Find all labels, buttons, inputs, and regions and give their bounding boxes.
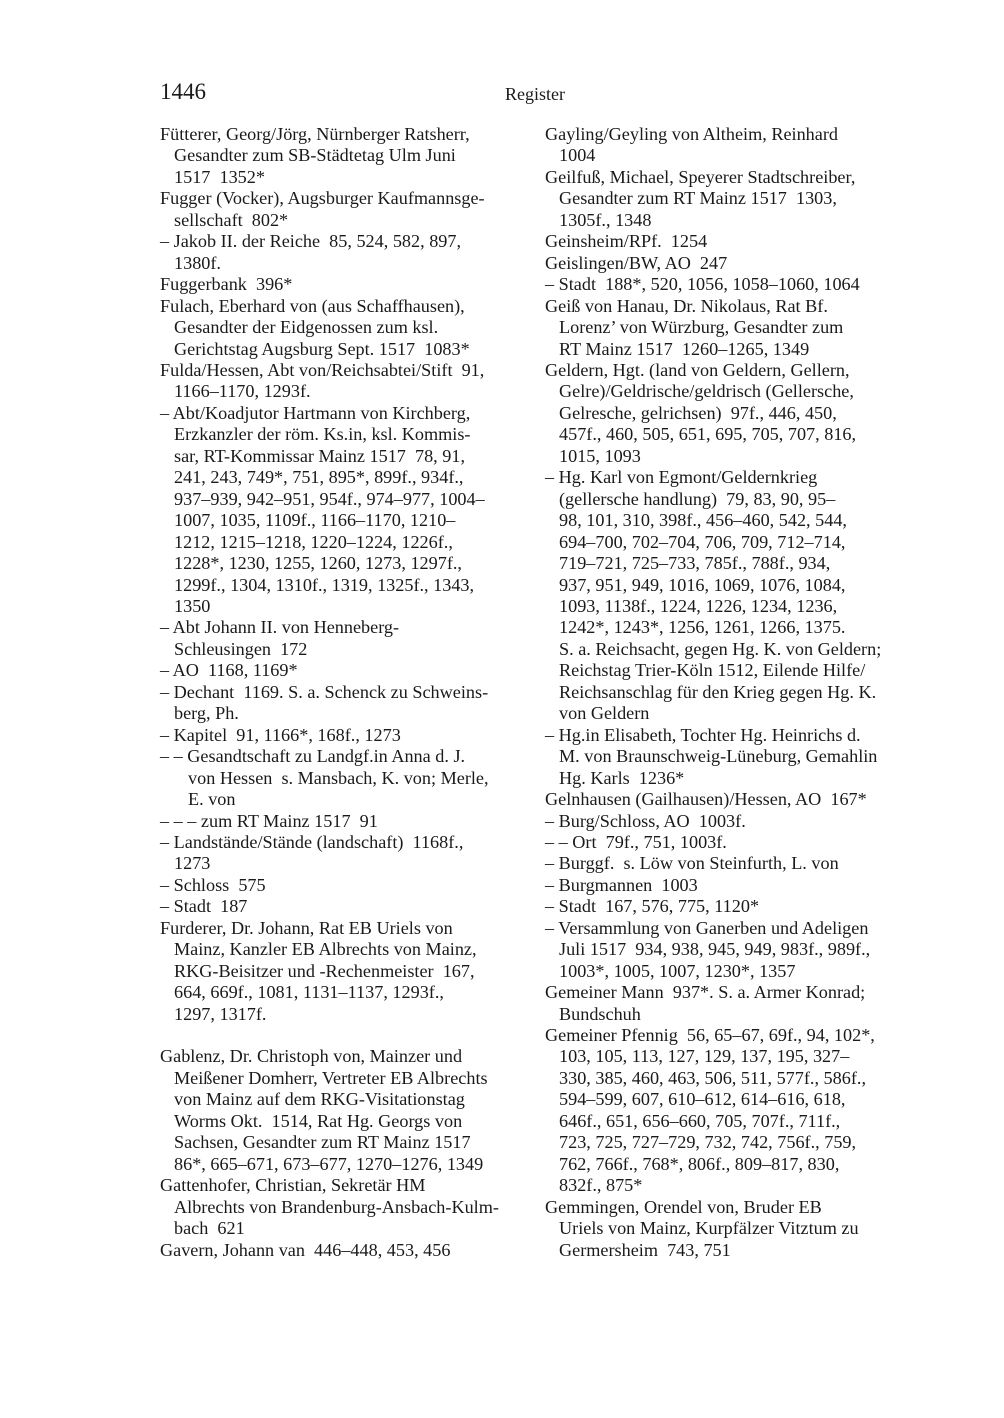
index-entry-heading: Gablenz, Dr. Christoph von, Mainzer und bbox=[160, 1046, 463, 1067]
index-entry-continuation: Germersheim 743, 751 bbox=[559, 1239, 731, 1260]
index-entry bbox=[545, 124, 925, 167]
index-entry-continuation: Sachsen, Gesandter zum RT Mainz 1517 bbox=[174, 1132, 471, 1153]
index-entry-heading: Gavern, Johann van 446–448, 453, 456 bbox=[160, 1239, 451, 1260]
index-entry-continuation: Gesandter zum SB-Städtetag Ulm Juni bbox=[174, 145, 456, 166]
index-entry-heading: Geldern, Hgt. (land von Geldern, Gellern, bbox=[545, 359, 850, 380]
index-entry-continuation: 1517 1352* bbox=[174, 166, 265, 187]
index-entry-continuation: 1273 bbox=[174, 853, 211, 874]
index-entry-continuation: 457f., 460, 505, 651, 695, 705, 707, 816, bbox=[559, 424, 857, 445]
index-entry bbox=[160, 296, 532, 360]
index-entry-continuation: Gesandter zum RT Mainz 1517 1303, bbox=[559, 188, 837, 209]
index-entry-continuation: 694–700, 702–704, 706, 709, 712–714, bbox=[559, 531, 846, 552]
index-entry-continuation: von Mainz auf dem RKG-Visitationstag bbox=[174, 1089, 465, 1110]
index-entry-continuation: Hg. Karls 1236* bbox=[559, 767, 685, 788]
index-entry-continuation: 832f., 875* bbox=[559, 1175, 643, 1196]
index-entry bbox=[545, 360, 925, 467]
index-entry-heading: Fulach, Eberhard von (aus Schaffhausen), bbox=[160, 295, 465, 316]
index-entry bbox=[545, 875, 925, 896]
index-entry-continuation: 1350 bbox=[174, 595, 211, 616]
index-entry-continuation: 1093, 1138f., 1224, 1226, 1234, 1236, bbox=[559, 595, 838, 616]
index-entry-heading: – – – zum RT Mainz 1517 91 bbox=[160, 810, 378, 831]
index-entry bbox=[160, 231, 532, 274]
index-entry-continuation: 1299f., 1304, 1310f., 1319, 1325f., 1343, bbox=[174, 574, 475, 595]
index-entry bbox=[160, 918, 532, 1025]
index-entry-continuation: 664, 669f., 1081, 1131–1137, 1293f., bbox=[174, 982, 444, 1003]
index-entry-continuation: Lorenz’ von Würzburg, Gesandter zum bbox=[559, 317, 844, 338]
index-entry bbox=[160, 875, 532, 896]
index-column-right bbox=[545, 124, 925, 1261]
index-entry-continuation: Gelre)/Geldrische/geldrisch (Gellersche, bbox=[559, 381, 854, 402]
index-entry-heading: – Stadt 188*, 520, 1056, 1058–1060, 1064 bbox=[545, 274, 860, 295]
index-entry-continuation: 1007, 1035, 1109f., 1166–1170, 1210– bbox=[174, 510, 456, 531]
index-entry bbox=[160, 1046, 532, 1175]
running-head: Register bbox=[505, 84, 565, 104]
index-entry bbox=[160, 403, 532, 618]
index-entry bbox=[160, 124, 532, 188]
index-entry-continuation: 98, 101, 310, 398f., 456–460, 542, 544, bbox=[559, 510, 847, 531]
index-column-left bbox=[160, 124, 532, 1261]
index-entry-continuation: 1004 bbox=[559, 145, 596, 166]
index-entry-continuation: Meißener Domherr, Vertreter EB Albrechts bbox=[174, 1067, 488, 1088]
index-entry-continuation: 646f., 651, 656–660, 705, 707f., 711f., bbox=[559, 1110, 841, 1131]
index-entry-continuation: 937–939, 942–951, 954f., 974–977, 1004– bbox=[174, 488, 485, 509]
index-entry bbox=[160, 682, 532, 725]
index-entry-continuation: 86*, 665–671, 673–677, 1270–1276, 1349 bbox=[174, 1153, 484, 1174]
index-entry bbox=[545, 167, 925, 231]
index-entry bbox=[160, 896, 532, 917]
index-entry bbox=[160, 832, 532, 875]
index-entry-continuation: 1228*, 1230, 1255, 1260, 1273, 1297f., bbox=[174, 553, 462, 574]
index-entry-continuation: sellschaft 802* bbox=[174, 209, 289, 230]
index-entry-heading: Geislingen/BW, AO 247 bbox=[545, 252, 728, 273]
index-entry-continuation: 937, 951, 949, 1016, 1069, 1076, 1084, bbox=[559, 574, 846, 595]
index-entry-heading: Gayling/Geyling von Altheim, Reinhard bbox=[545, 124, 838, 144]
index-entry-continuation: Juli 1517 934, 938, 945, 949, 983f., 989f., bbox=[559, 939, 871, 960]
index-entry-heading: Gemeiner Mann 937*. S. a. Armer Konrad; bbox=[545, 982, 866, 1003]
index-entry-continuation: 1297, 1317f. bbox=[174, 1003, 267, 1024]
index-entry bbox=[545, 982, 925, 1025]
index-entry-heading: Gemmingen, Orendel von, Bruder EB bbox=[545, 1196, 822, 1217]
index-entry bbox=[160, 188, 532, 231]
index-entry-continuation: 723, 725, 727–729, 732, 742, 756f., 759, bbox=[559, 1132, 857, 1153]
index-entry-continuation: Uriels von Mainz, Kurpfälzer Vitztum zu bbox=[559, 1218, 859, 1239]
index-entry bbox=[545, 725, 925, 789]
index-entry-continuation: von Geldern bbox=[559, 703, 650, 724]
index-entry-heading: – Landstände/Stände (landschaft) 1168f., bbox=[160, 831, 464, 852]
index-entry-heading: Fuggerbank 396* bbox=[160, 274, 293, 295]
index-entry bbox=[545, 832, 925, 853]
index-entry-heading: Gattenhofer, Christian, Sekretär HM bbox=[160, 1175, 426, 1196]
index-entry bbox=[545, 467, 925, 724]
index-entry-heading: Furderer, Dr. Johann, Rat EB Uriels von bbox=[160, 917, 453, 938]
index-entry-heading: – Versammlung von Ganerben und Adeligen bbox=[545, 917, 869, 938]
index-entry-continuation: 103, 105, 113, 127, 129, 137, 195, 327– bbox=[559, 1046, 850, 1067]
index-entry-continuation: RKG-Beisitzer und -Rechenmeister 167, bbox=[174, 960, 475, 981]
index-entry-continuation: 594–599, 607, 610–612, 614–616, 618, bbox=[559, 1089, 846, 1110]
index-entry bbox=[160, 725, 532, 746]
index-entry-heading: Gemeiner Pfennig 56, 65–67, 69f., 94, 102*, bbox=[545, 1025, 875, 1046]
index-entry-heading: – Dechant 1169. S. a. Schenck zu Schweins- bbox=[160, 681, 489, 702]
index-entry-continuation: 719–721, 725–733, 785f., 788f., 934, bbox=[559, 553, 831, 574]
page-number: 1446 bbox=[160, 79, 206, 104]
index-entry-heading: Geiß von Hanau, Dr. Nikolaus, Rat Bf. bbox=[545, 295, 828, 316]
index-entry-continuation: 1003*, 1005, 1007, 1230*, 1357 bbox=[559, 960, 796, 981]
index-entry-heading: – Burg/Schloss, AO 1003f. bbox=[545, 810, 746, 831]
index-entry-heading: Gelnhausen (Gailhausen)/Hessen, AO 167* bbox=[545, 789, 867, 810]
index-entry-continuation: 1212, 1215–1218, 1220–1224, 1226f., bbox=[174, 531, 453, 552]
index-entry-continuation: Reichsanschlag für den Krieg gegen Hg. K. bbox=[559, 681, 877, 702]
index-entry-heading: – Hg.in Elisabeth, Tochter Hg. Heinrichs d. bbox=[545, 724, 861, 745]
index-entry-continuation: Erzkanzler der röm. Ks.in, ksl. Kommis- bbox=[174, 424, 471, 445]
index-entry bbox=[545, 853, 925, 874]
index-entry-heading: – Abt/Koadjutor Hartmann von Kirchberg, bbox=[160, 402, 471, 423]
index-entry-continuation: RT Mainz 1517 1260–1265, 1349 bbox=[559, 338, 810, 359]
index-entry bbox=[160, 811, 532, 832]
index-entry bbox=[160, 360, 532, 403]
index-entry-continuation: Schleusingen 172 bbox=[174, 638, 308, 659]
index-entry-heading: Geinsheim/RPf. 1254 bbox=[545, 231, 708, 252]
index-entry-heading: – Stadt 167, 576, 775, 1120* bbox=[545, 896, 760, 917]
index-entry-continuation: S. a. Reichsacht, gegen Hg. K. von Geldern; bbox=[559, 638, 882, 659]
index-entry-continuation: Albrechts von Brandenburg-Ansbach-Kulm- bbox=[174, 1196, 499, 1217]
index-entry bbox=[545, 1197, 925, 1261]
index-entry-heading: – – Ort 79f., 751, 1003f. bbox=[545, 831, 727, 852]
index-entry-heading: Fulda/Hessen, Abt von/Reichsabtei/Stift 91, bbox=[160, 359, 485, 380]
index-entry-continuation: Gelresche, gelrichsen) 97f., 446, 450, bbox=[559, 402, 837, 423]
index-entry bbox=[160, 660, 532, 681]
index-entry-continuation: Reichstag Trier-Köln 1512, Eilende Hilfe/ bbox=[559, 660, 866, 681]
index-entry-continuation: Gesandter der Eidgenossen zum ksl. bbox=[174, 317, 439, 338]
index-entry-heading: – Stadt 187 bbox=[160, 896, 248, 917]
index-entry-continuation: berg, Ph. bbox=[174, 703, 239, 724]
index-entry-continuation: M. von Braunschweig-Lüneburg, Gemahlin bbox=[559, 746, 878, 767]
index-entry bbox=[160, 1175, 532, 1239]
index-entry bbox=[545, 789, 925, 810]
index-entry-continuation: 762, 766f., 768*, 806f., 809–817, 830, bbox=[559, 1153, 840, 1174]
index-entry-continuation: Gerichtstag Augsburg Sept. 1517 1083* bbox=[174, 338, 470, 359]
index-entry bbox=[160, 617, 532, 660]
index-entry-continuation: E. von bbox=[188, 789, 236, 810]
index-entry bbox=[160, 274, 532, 295]
index-entry-continuation: 1305f., 1348 bbox=[559, 209, 652, 230]
index-entry bbox=[545, 253, 925, 274]
index-entry-continuation: sar, RT-Kommissar Mainz 1517 78, 91, bbox=[174, 445, 466, 466]
index-entry-continuation: 1015, 1093 bbox=[559, 445, 641, 466]
index-entry-continuation: 330, 385, 460, 463, 506, 511, 577f., 586f., bbox=[559, 1067, 866, 1088]
index-entry-heading: – Abt Johann II. von Henneberg- bbox=[160, 617, 400, 638]
index-entry-continuation: 1242*, 1243*, 1256, 1261, 1266, 1375. bbox=[559, 617, 846, 638]
index-entry-heading: – AO 1168, 1169* bbox=[160, 660, 298, 681]
index-entry bbox=[160, 1240, 532, 1261]
letter-section-gap bbox=[160, 1025, 532, 1046]
index-entry-heading: – – Gesandtschaft zu Landgf.in Anna d. J. bbox=[160, 746, 466, 767]
index-entry-continuation: von Hessen s. Mansbach, K. von; Merle, bbox=[188, 767, 489, 788]
index-entry-continuation: Worms Okt. 1514, Rat Hg. Georgs von bbox=[174, 1110, 463, 1131]
index-entry bbox=[160, 746, 532, 810]
index-entry-heading: – Jakob II. der Reiche 85, 524, 582, 897, bbox=[160, 231, 462, 252]
index-entry-continuation: Bundschuh bbox=[559, 1003, 641, 1024]
index-entry-continuation: 1166–1170, 1293f. bbox=[174, 381, 311, 402]
index-entry-heading: Fütterer, Georg/Jörg, Nürnberger Ratsherr, bbox=[160, 124, 470, 144]
index-entry bbox=[545, 918, 925, 982]
index-entry bbox=[545, 811, 925, 832]
index-entry-heading: – Burggf. s. Löw von Steinfurth, L. von bbox=[545, 853, 839, 874]
index-entry-continuation: 1380f. bbox=[174, 252, 221, 273]
index-entry bbox=[545, 231, 925, 252]
index-entry-heading: – Burgmannen 1003 bbox=[545, 874, 698, 895]
index-entry-heading: – Schloss 575 bbox=[160, 874, 266, 895]
index-entry-heading: – Kapitel 91, 1166*, 168f., 1273 bbox=[160, 724, 401, 745]
index-entry-heading: – Hg. Karl von Egmont/Geldernkrieg bbox=[545, 467, 818, 488]
index-entry-continuation: 241, 243, 749*, 751, 895*, 899f., 934f., bbox=[174, 467, 464, 488]
index-entry-continuation: Mainz, Kanzler EB Albrechts von Mainz, bbox=[174, 939, 477, 960]
index-entry bbox=[545, 896, 925, 917]
index-entry bbox=[545, 296, 925, 360]
index-entry-heading: Fugger (Vocker), Augsburger Kaufmannsge- bbox=[160, 188, 485, 209]
index-entry-heading: Geilfuß, Michael, Speyerer Stadtschreiber, bbox=[545, 166, 856, 187]
index-entry-continuation: bach 621 bbox=[174, 1218, 245, 1239]
index-entry bbox=[545, 274, 925, 295]
index-entry-continuation: (gellersche handlung) 79, 83, 90, 95– bbox=[559, 488, 836, 509]
index-entry bbox=[545, 1025, 925, 1197]
